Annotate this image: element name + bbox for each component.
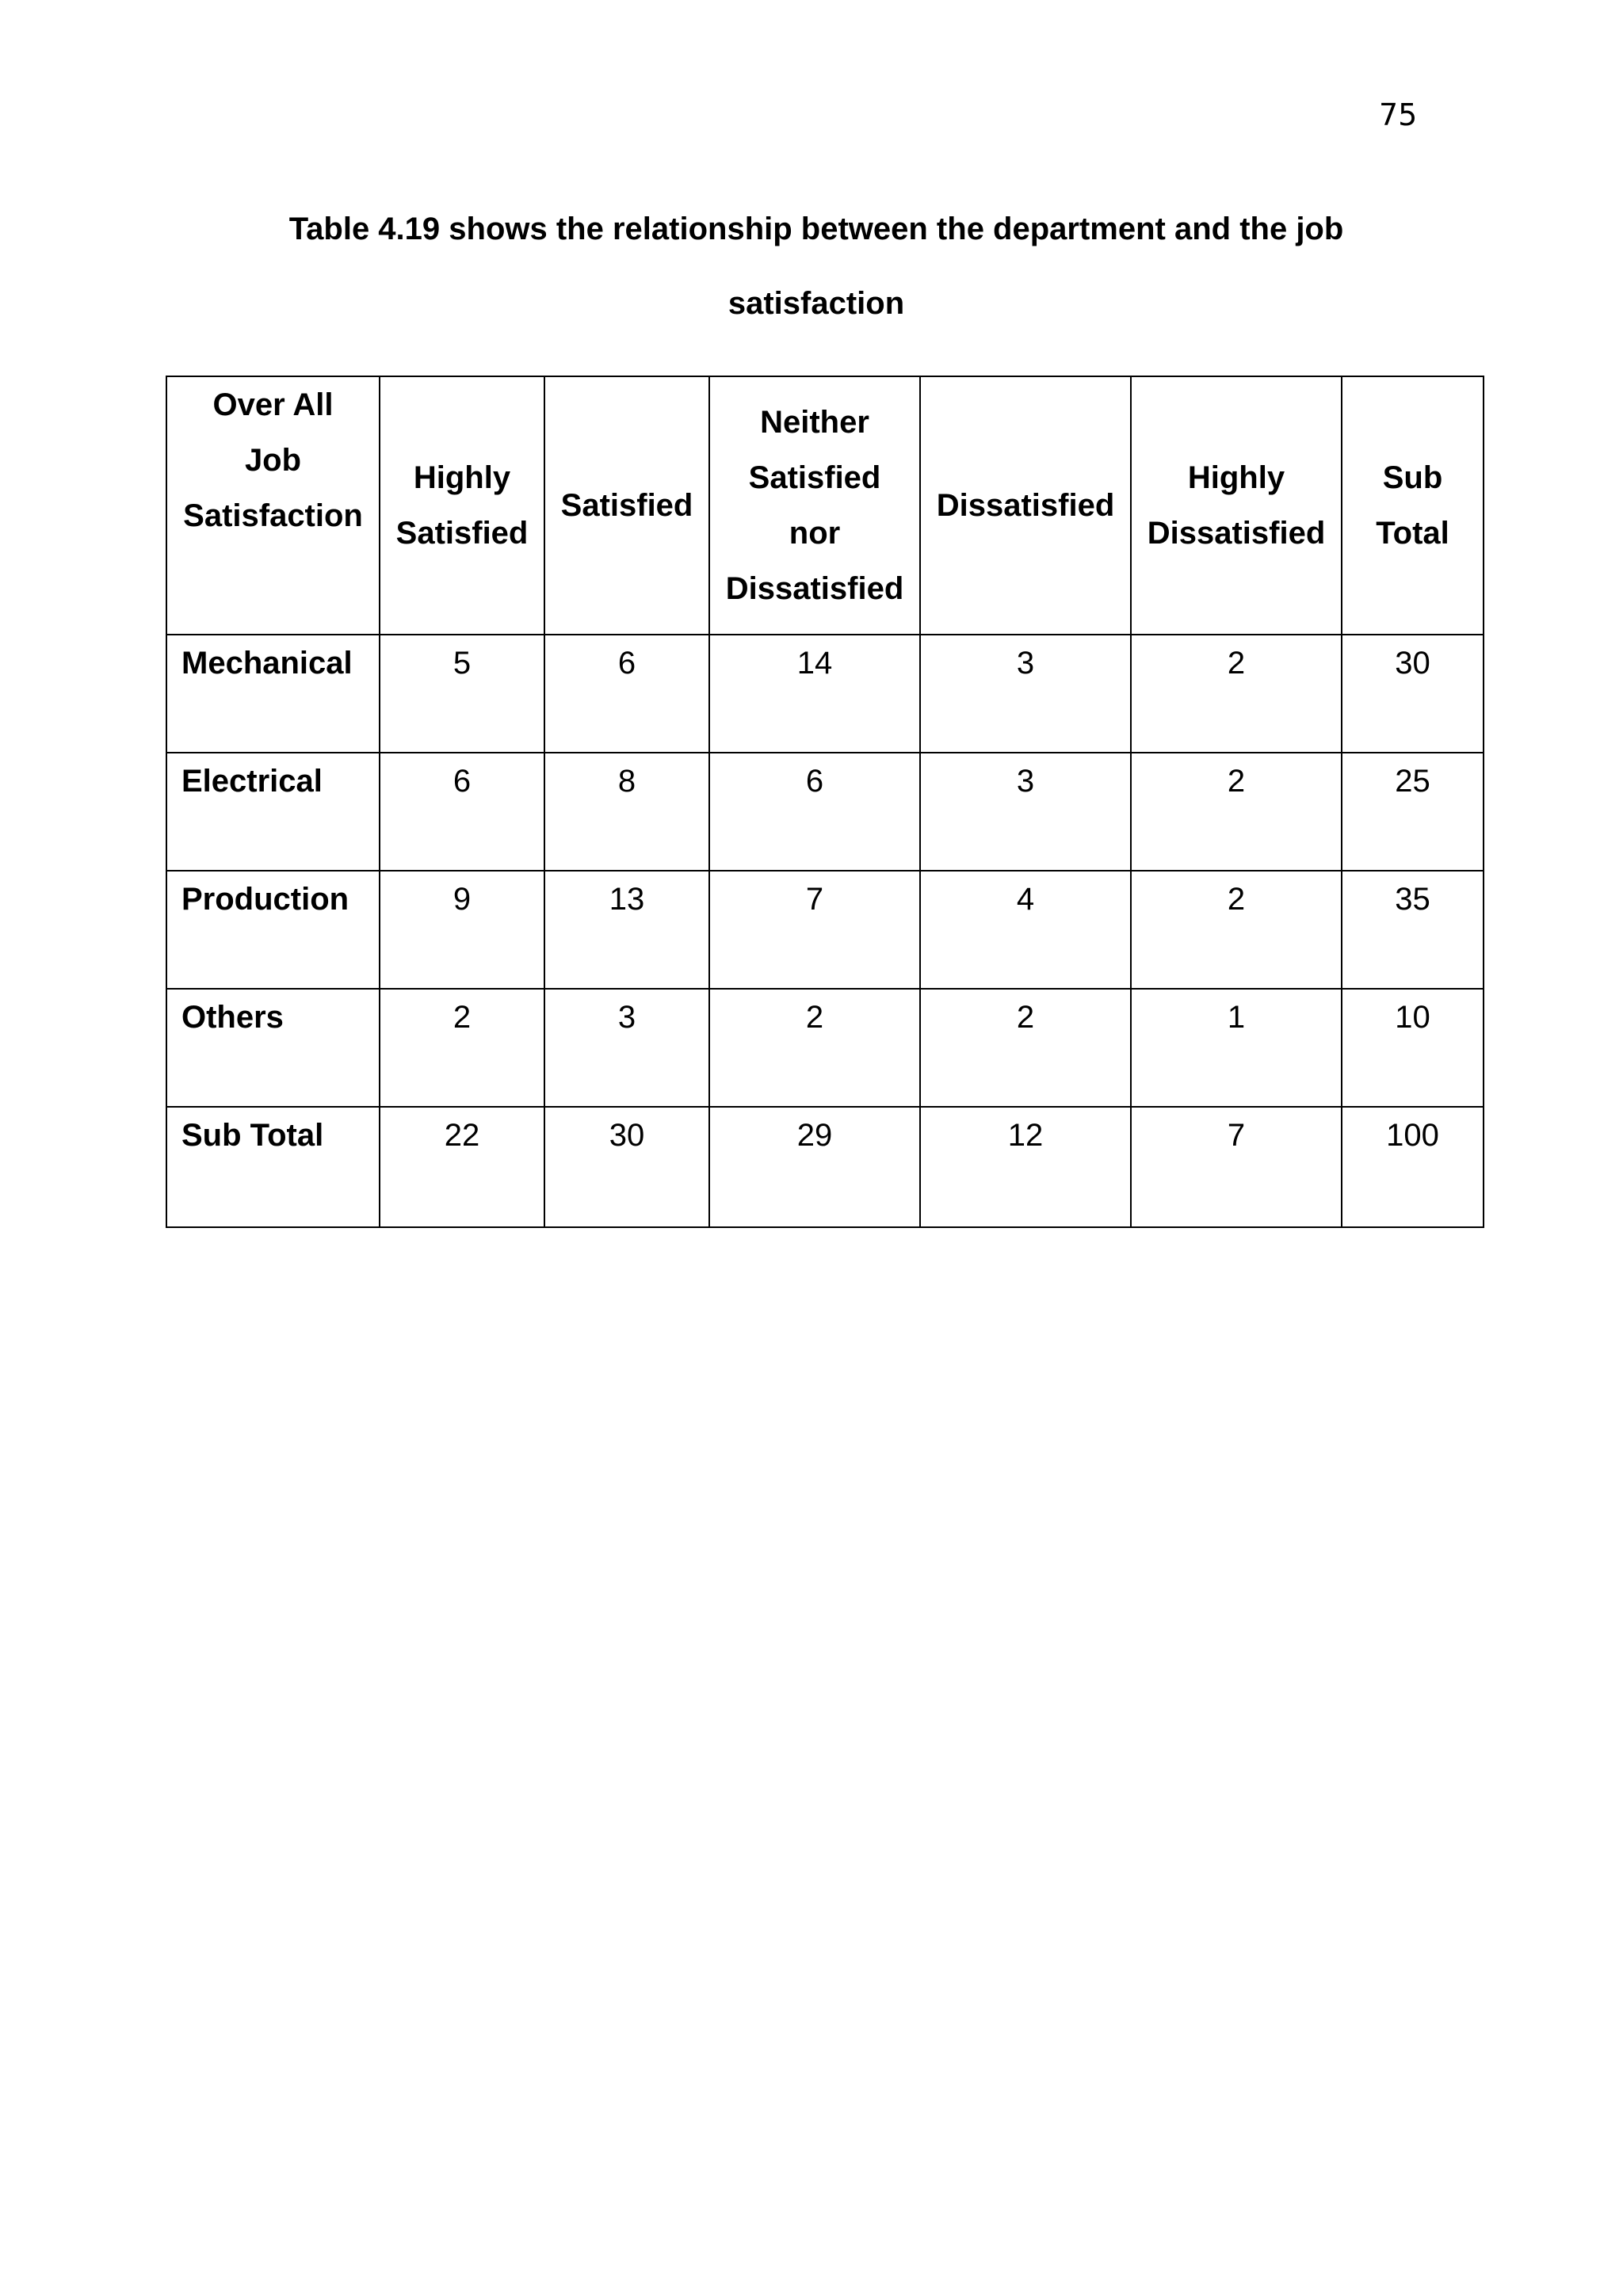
column-header-line: Sub (1382, 460, 1443, 495)
column-header-satisfied (544, 376, 709, 635)
column-header-line: nor (789, 516, 841, 551)
column-header-line: Dissatisfied (725, 571, 904, 606)
column-header-sub-total (1342, 376, 1484, 635)
row-label: Others (166, 989, 380, 1107)
column-header-line: Satisfied (395, 516, 529, 551)
table-cell: 3 (544, 989, 709, 1107)
table-row (166, 989, 1484, 1107)
table-cell: 3 (920, 753, 1131, 871)
column-header-line: Highly (413, 460, 511, 495)
table-cell: 30 (1342, 635, 1484, 753)
table-row (166, 871, 1484, 989)
table-caption (262, 192, 1371, 341)
column-header-dissatisfied (920, 376, 1131, 635)
column-header-highly-satisfied (380, 376, 544, 635)
table-cell: 2 (1131, 753, 1342, 871)
corner-header-line: Job (244, 443, 302, 478)
table-cell: 100 (1342, 1107, 1484, 1227)
table-cell: 8 (544, 753, 709, 871)
table-row (166, 1107, 1484, 1227)
row-label: Electrical (166, 753, 380, 871)
row-label: Mechanical (166, 635, 380, 753)
table-cell: 4 (920, 871, 1131, 989)
table-row (166, 753, 1484, 871)
column-header-line: Satisfied (748, 460, 881, 495)
job-satisfaction-table (166, 376, 1484, 1228)
table-cell: 14 (709, 635, 920, 753)
table-cell: 7 (709, 871, 920, 989)
table-cell: 1 (1131, 989, 1342, 1107)
column-header-line: Highly (1187, 460, 1285, 495)
column-header-highly-dissatisfied (1131, 376, 1342, 635)
page-number: 75 (1379, 97, 1418, 132)
table-row (166, 635, 1484, 753)
column-header-line: Neither (760, 405, 869, 440)
table-cell: 9 (380, 871, 544, 989)
table-cell: 7 (1131, 1107, 1342, 1227)
table-cell: 10 (1342, 989, 1484, 1107)
table-cell: 25 (1342, 753, 1484, 871)
table-cell: 12 (920, 1107, 1131, 1227)
row-label: Sub Total (166, 1107, 380, 1227)
corner-header (166, 376, 380, 635)
table-cell: 35 (1342, 871, 1484, 989)
table-cell: 13 (544, 871, 709, 989)
table-caption-line-2: satisfaction (727, 286, 905, 321)
table-header-row (166, 376, 1484, 635)
table-cell: 2 (1131, 871, 1342, 989)
column-header-line: Dissatisfied (1147, 516, 1326, 551)
corner-header-line: Over All (212, 387, 334, 422)
table-cell: 2 (1131, 635, 1342, 753)
column-header-line: Dissatisfied (936, 488, 1115, 523)
row-label: Production (166, 871, 380, 989)
column-header-line: Total (1376, 516, 1449, 551)
table-cell: 2 (920, 989, 1131, 1107)
table-cell: 29 (709, 1107, 920, 1227)
table-cell: 5 (380, 635, 544, 753)
table-cell: 30 (544, 1107, 709, 1227)
table-caption-line-1: Table 4.19 shows the relationship between the department and the job (288, 212, 1344, 246)
table-cell: 6 (709, 753, 920, 871)
table-cell: 3 (920, 635, 1131, 753)
column-header-line: Satisfied (560, 488, 693, 523)
table-cell: 22 (380, 1107, 544, 1227)
table-cell: 6 (544, 635, 709, 753)
table-cell: 2 (709, 989, 920, 1107)
column-header-neither (709, 376, 920, 635)
corner-header-line: Satisfaction (183, 498, 363, 533)
table-cell: 6 (380, 753, 544, 871)
table-cell: 2 (380, 989, 544, 1107)
